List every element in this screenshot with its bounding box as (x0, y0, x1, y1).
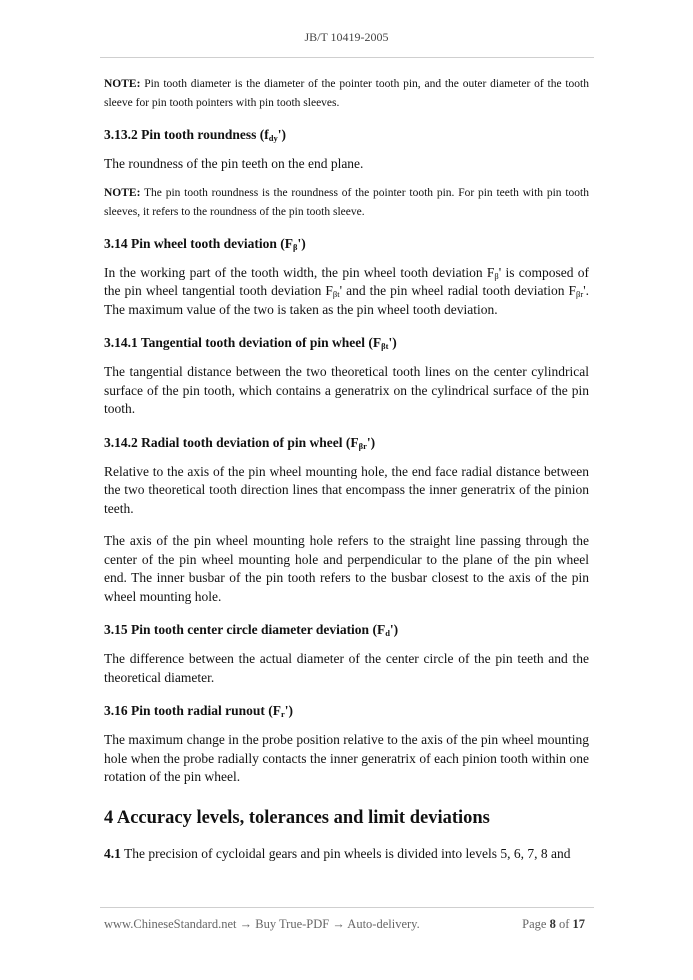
heading-section-4: 4 Accuracy levels, tolerances and limit deviations (104, 807, 490, 828)
heading-text-end: ') (366, 434, 376, 450)
heading-text: 3.13.2 Pin tooth roundness (f (104, 127, 269, 142)
heading-text-end: ') (284, 703, 294, 718)
heading-text-end: ') (388, 335, 397, 350)
text-run: In the working part of the tooth width, the pin wheel tooth deviation F (104, 264, 495, 280)
paragraph-tooth-deviation (104, 264, 589, 320)
footer-divider (100, 907, 594, 908)
page-content (104, 75, 589, 873)
text-run: ' is composed of the pin wheel tangential tooth deviation F (104, 264, 590, 298)
heading-text: 3.14.2 Radial tooth deviation of pin wheel (F (104, 434, 359, 450)
subscript: βr (576, 289, 584, 299)
paragraph-radial-runout: The maximum change in the probe position relative to the axis of the pin wheel mounting hole when the probe radially contacts the inner generatrix of each pinion tooth within one rotation of the pin wheel. (104, 732, 589, 784)
heading-text: 3.15 Pin tooth center circle diameter deviation (F (104, 622, 386, 637)
note-label: NOTE: (104, 186, 141, 199)
page-number: 8 (549, 917, 556, 931)
clause-number: 4.1 (104, 845, 121, 861)
heading-subscript: r (281, 709, 285, 719)
header-divider (100, 57, 594, 58)
heading-text: 3.14 Pin wheel tooth deviation (F (104, 235, 293, 251)
note-pin-tooth-roundness (104, 184, 589, 222)
note-text: Pin tooth diameter is the diameter of the pointer tooth pin, and the outer diameter of the tooth sleeve for pin tooth pointers with pin tooth sleeves. (104, 78, 589, 109)
text-run: ' and the pin wheel radial tooth deviation F (339, 283, 577, 298)
heading-subscript: dy (268, 133, 278, 143)
footer-link[interactable]: www.ChineseStandard.net → Buy True-PDF → Auto-delivery. (104, 917, 420, 931)
heading-text: 3.16 Pin tooth radial runout (F (104, 703, 282, 718)
paragraph-mounting-hole-axis: The axis of the pin wheel mounting hole refers to the straight line passing through the center of the pin wheel mounting hole and perpendicular to the plane of the pin wheel end. The inner busbar of the pin tooth refers to the busbar closest to the axis of the pin wheel mounting hole. (104, 533, 589, 604)
subscript: β (494, 270, 499, 281)
note-text: The pin tooth roundness is the roundness of the pointer tooth pin. For pin teeth with pin tooth sleeves, it refers to the roundness of the pin tooth sleeve. (104, 186, 589, 218)
heading-subscript: βt (381, 341, 389, 351)
paragraph-4-1 (104, 845, 589, 864)
heading-3-14 (104, 234, 589, 254)
heading-text-end: ') (277, 127, 287, 142)
paragraph-tangential-deviation: The tangential distance between the two theoretical tooth lines on the center cylindrical surface of the pin tooth, which contains a generatrix on the cylindrical surface of the pin tooth. (104, 364, 589, 416)
heading-subscript: d (385, 628, 390, 638)
heading-3-16 (104, 701, 589, 721)
heading-text-end: ') (389, 622, 399, 637)
subscript: βt (332, 289, 340, 299)
text-run: '. The maximum value of the two is taken as the pin wheel tooth deviation. (104, 283, 589, 317)
document-id-header: JB/T 10419-2005 (304, 30, 389, 44)
heading-3-15 (104, 620, 589, 640)
paragraph-roundness: The roundness of the pin teeth on the end plane. (104, 156, 364, 171)
page-indicator (522, 917, 585, 932)
heading-3-13-2 (104, 125, 589, 145)
page-total: 17 (572, 917, 585, 931)
page-label: Page (522, 917, 550, 931)
heading-subscript: βr (358, 440, 367, 451)
clause-text: The precision of cycloidal gears and pin wheels is divided into levels 5, 6, 7, 8 and (120, 845, 571, 861)
paragraph-radial-deviation: Relative to the axis of the pin wheel mounting hole, the end face radial distance between the two theoretical tooth direction lines that encompass the inner generatrix of the pinion teeth. (104, 463, 589, 516)
heading-text-end: ') (297, 235, 306, 251)
of-label: of (555, 917, 573, 931)
paragraph-center-circle: The difference between the actual diameter of the center circle of the pin teeth and the theoretical diameter. (104, 651, 589, 685)
note-label: NOTE: (104, 78, 141, 90)
heading-3-14-1 (104, 333, 589, 353)
heading-3-14-2 (104, 433, 589, 453)
heading-text: 3.14.1 Tangential tooth deviation of pin wheel (F (104, 335, 382, 350)
note-pin-tooth-diameter (104, 75, 589, 113)
heading-subscript: β (293, 241, 298, 252)
